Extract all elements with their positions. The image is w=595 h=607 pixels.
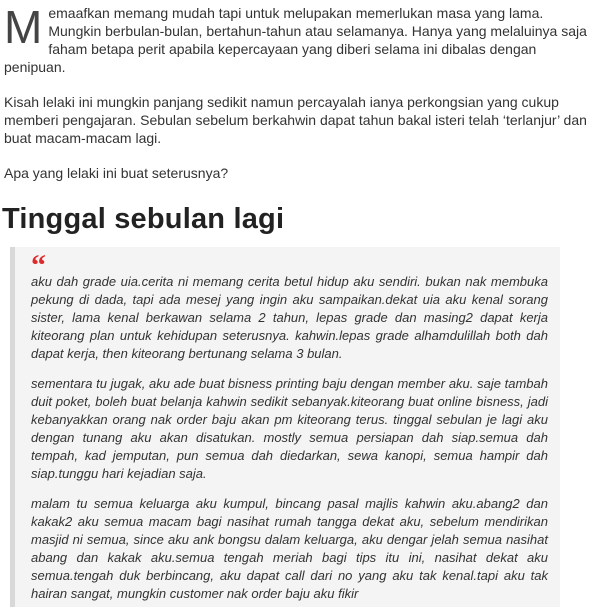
question-paragraph: Apa yang lelaki ini buat seterusnya? xyxy=(4,165,229,181)
quote-block xyxy=(10,247,560,607)
intro-text: emaafkan memang mudah tapi untuk melupakan memerlukan masa yang lama. Mungkin berbulan-bulan, bertahun-tahun atau selamanya. Hanya yang melaluinya saja faham betapa perit apabila kepercayaan yang diberi selama ini dibalas dengan penipuan. xyxy=(4,5,587,75)
intro-paragraph xyxy=(4,0,592,76)
drop-cap: M xyxy=(4,1,43,53)
quote-paragraph-1: aku dah grade uia.cerita ni memang cerita betul hidup aku sendiri. bukan nak membuka pekung di dada, tapi ada mesej yang ingin aku sampaikan.dekat uia aku kenal sorang sister, lama kenal berkawan selama 2 tahun, lepas grade dan masing2 dapat kerja kiteorang plan untuk kehidupan seterusnya. kahwin.lepas grade alhamdulillah both dah dapat kerja, then kiteorang bertunang selama 3 bulan. xyxy=(31,274,548,361)
quote-paragraph-2: sementara tu jugak, aku ade buat bisness printing baju dengan member aku. saje tambah duit poket, boleh buat belanja kahwin sedikit sebanyak.kiteorang buat online bisness, jadi kebanyakkan orang nak order baju akan pm kiteorang terus. tinggal sebulan je lagi aku dengan tunang aku akan disatukan. mostly semua persiapan dah siap.semua dah tempah, kad jemputan, pun semua dah diedarkan, sewa kanopi, semua hampir dah siap.tunggu hari kejadian saja. xyxy=(31,376,548,481)
quote-paragraph-3: malam tu semua keluarga aku kumpul, bincang pasal majlis kahwin aku.abang2 dan kakak2 aku semua macam bagi nasihat rumah tangga dekat aku, sebelum mendirikan masjid ni semua, since aku ank bongsu dalam keluarga, aku dengar jelah semua nasihat abang dan kakak aku.semua tengah meriah bagi tips itu ini, nasihat dekat aku semua.tengah duk berbincang, aku dapat call dari no yang aku tak kenal.tapi aku tak hairan sangat, mungkin customer nak order baju aku fikir xyxy=(31,496,548,601)
article xyxy=(4,0,592,607)
section-heading: Tinggal sebulan lagi xyxy=(2,203,285,235)
story-paragraph: Kisah lelaki ini mungkin panjang sedikit namun percayalah ianya perkongsian yang cukup memberi pengajaran. Sebulan sebelum berkahwin dapat tahun bakal isteri telah ‘terlanjur’ dan buat macam-macam lagi. xyxy=(4,94,587,146)
quote-mark-icon: “ xyxy=(31,249,46,282)
